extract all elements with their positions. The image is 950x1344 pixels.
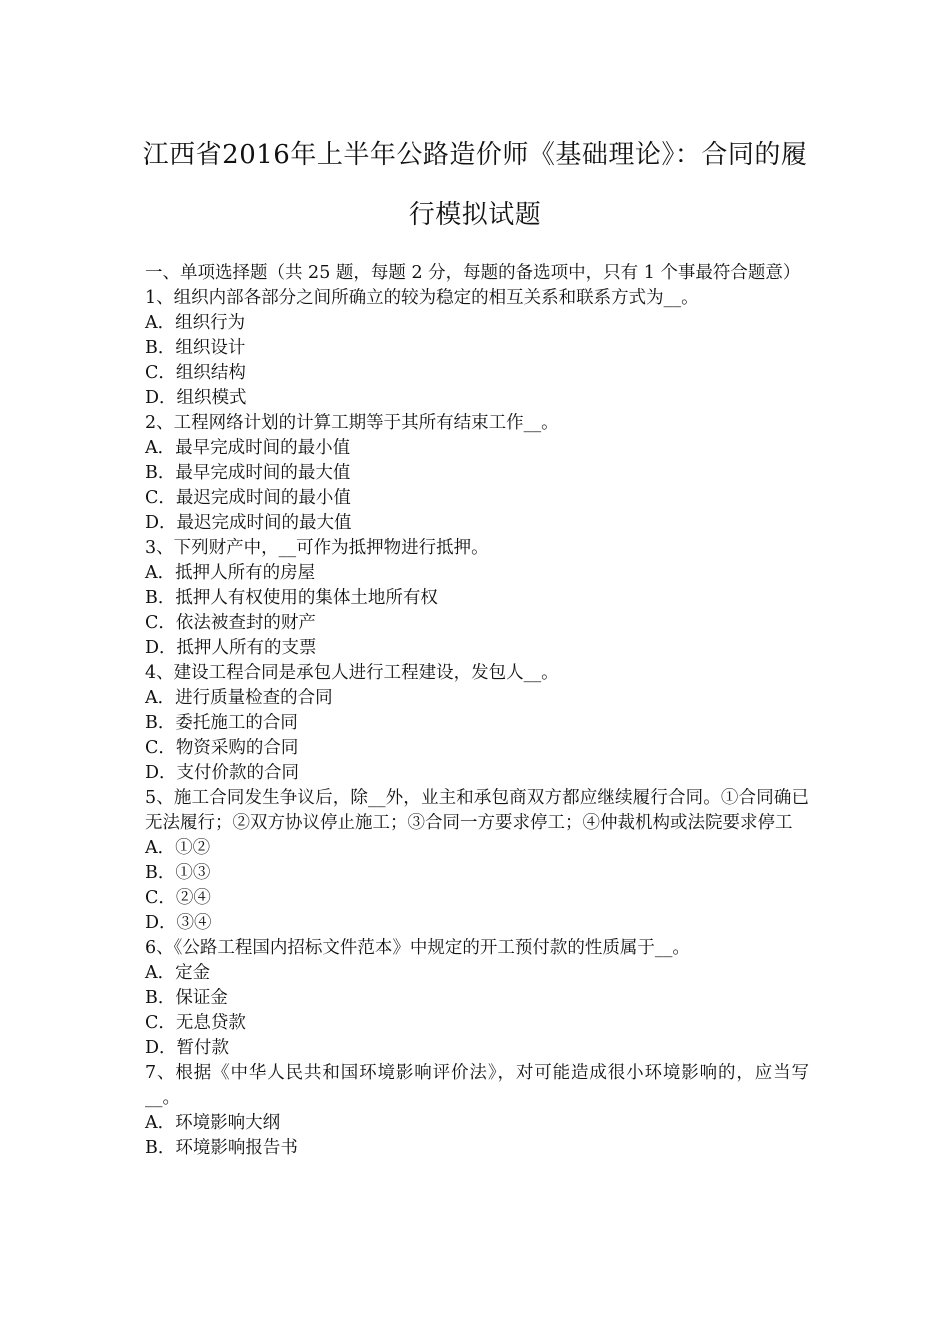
- question-option: B．组织设计: [145, 338, 246, 358]
- document-body: [145, 261, 809, 1161]
- question-stem: 5、施工合同发生争议后，除__外，业主和承包商双方都应继续履行合同。①合同确已无法履行；②双方协议停止施工；③合同一方要求停工；④仲裁机构或法院要求停工: [145, 788, 809, 833]
- question-option: D．支付价款的合同: [145, 763, 300, 783]
- question-stem: 4、建设工程合同是承包人进行工程建设，发包人__。: [145, 663, 559, 683]
- question-option: D．最迟完成时间的最大值: [145, 513, 352, 533]
- question-option: A．进行质量检查的合同: [145, 688, 333, 708]
- question-option: C．组织结构: [145, 363, 246, 383]
- question-stem: 7、根据《中华人民共和国环境影响评价法》，对可能造成很小环境影响的，应当写__。: [145, 1063, 809, 1108]
- question-option: A．抵押人所有的房屋: [145, 563, 316, 583]
- question-option: D．暂付款: [145, 1038, 230, 1058]
- question-option: B．委托施工的合同: [145, 713, 298, 733]
- question-option: C．无息贷款: [145, 1013, 246, 1033]
- question-option: A．环境影响大纲: [145, 1113, 281, 1133]
- question-stem: 3、下列财产中，__可作为抵押物进行抵押。: [145, 538, 489, 558]
- question-option: A．定金: [145, 963, 211, 983]
- question-option: C．最迟完成时间的最小值: [145, 488, 351, 508]
- question-option: A．最早完成时间的最小值: [145, 438, 351, 458]
- section-heading: 一、单项选择题（共 25 题，每题 2 分，每题的备选项中，只有 1 个事最符合题意）: [145, 263, 801, 283]
- question-option: C．②④: [145, 888, 211, 908]
- question-option: B．最早完成时间的最大值: [145, 463, 351, 483]
- question-option: D．③④: [145, 913, 212, 933]
- question-stem: 1、组织内部各部分之间所确立的较为稳定的相互关系和联系方式为__。: [145, 288, 699, 308]
- question-option: B．环境影响报告书: [145, 1138, 298, 1158]
- question-option: A．组织行为: [145, 313, 246, 333]
- title-line-1: 江西省2016年上半年公路造价师《基础理论》：合同的履: [142, 140, 808, 170]
- document-title: [120, 125, 830, 245]
- question-option: C．物资采购的合同: [145, 738, 299, 758]
- question-option: D．抵押人所有的支票: [145, 638, 317, 658]
- title-line-2: 行模拟试题: [408, 200, 542, 230]
- question-stem: 2、工程网络计划的计算工期等于其所有结束工作__。: [145, 413, 559, 433]
- question-option: C．依法被查封的财产: [145, 613, 316, 633]
- question-stem: 6、《公路工程国内招标文件范本》中规定的开工预付款的性质属于__。: [145, 938, 690, 958]
- question-option: B．保证金: [145, 988, 228, 1008]
- question-option: D．组织模式: [145, 388, 247, 408]
- question-option: B．抵押人有权使用的集体土地所有权: [145, 588, 438, 608]
- question-option: B．①③: [145, 863, 211, 883]
- question-option: A．①②: [145, 838, 211, 858]
